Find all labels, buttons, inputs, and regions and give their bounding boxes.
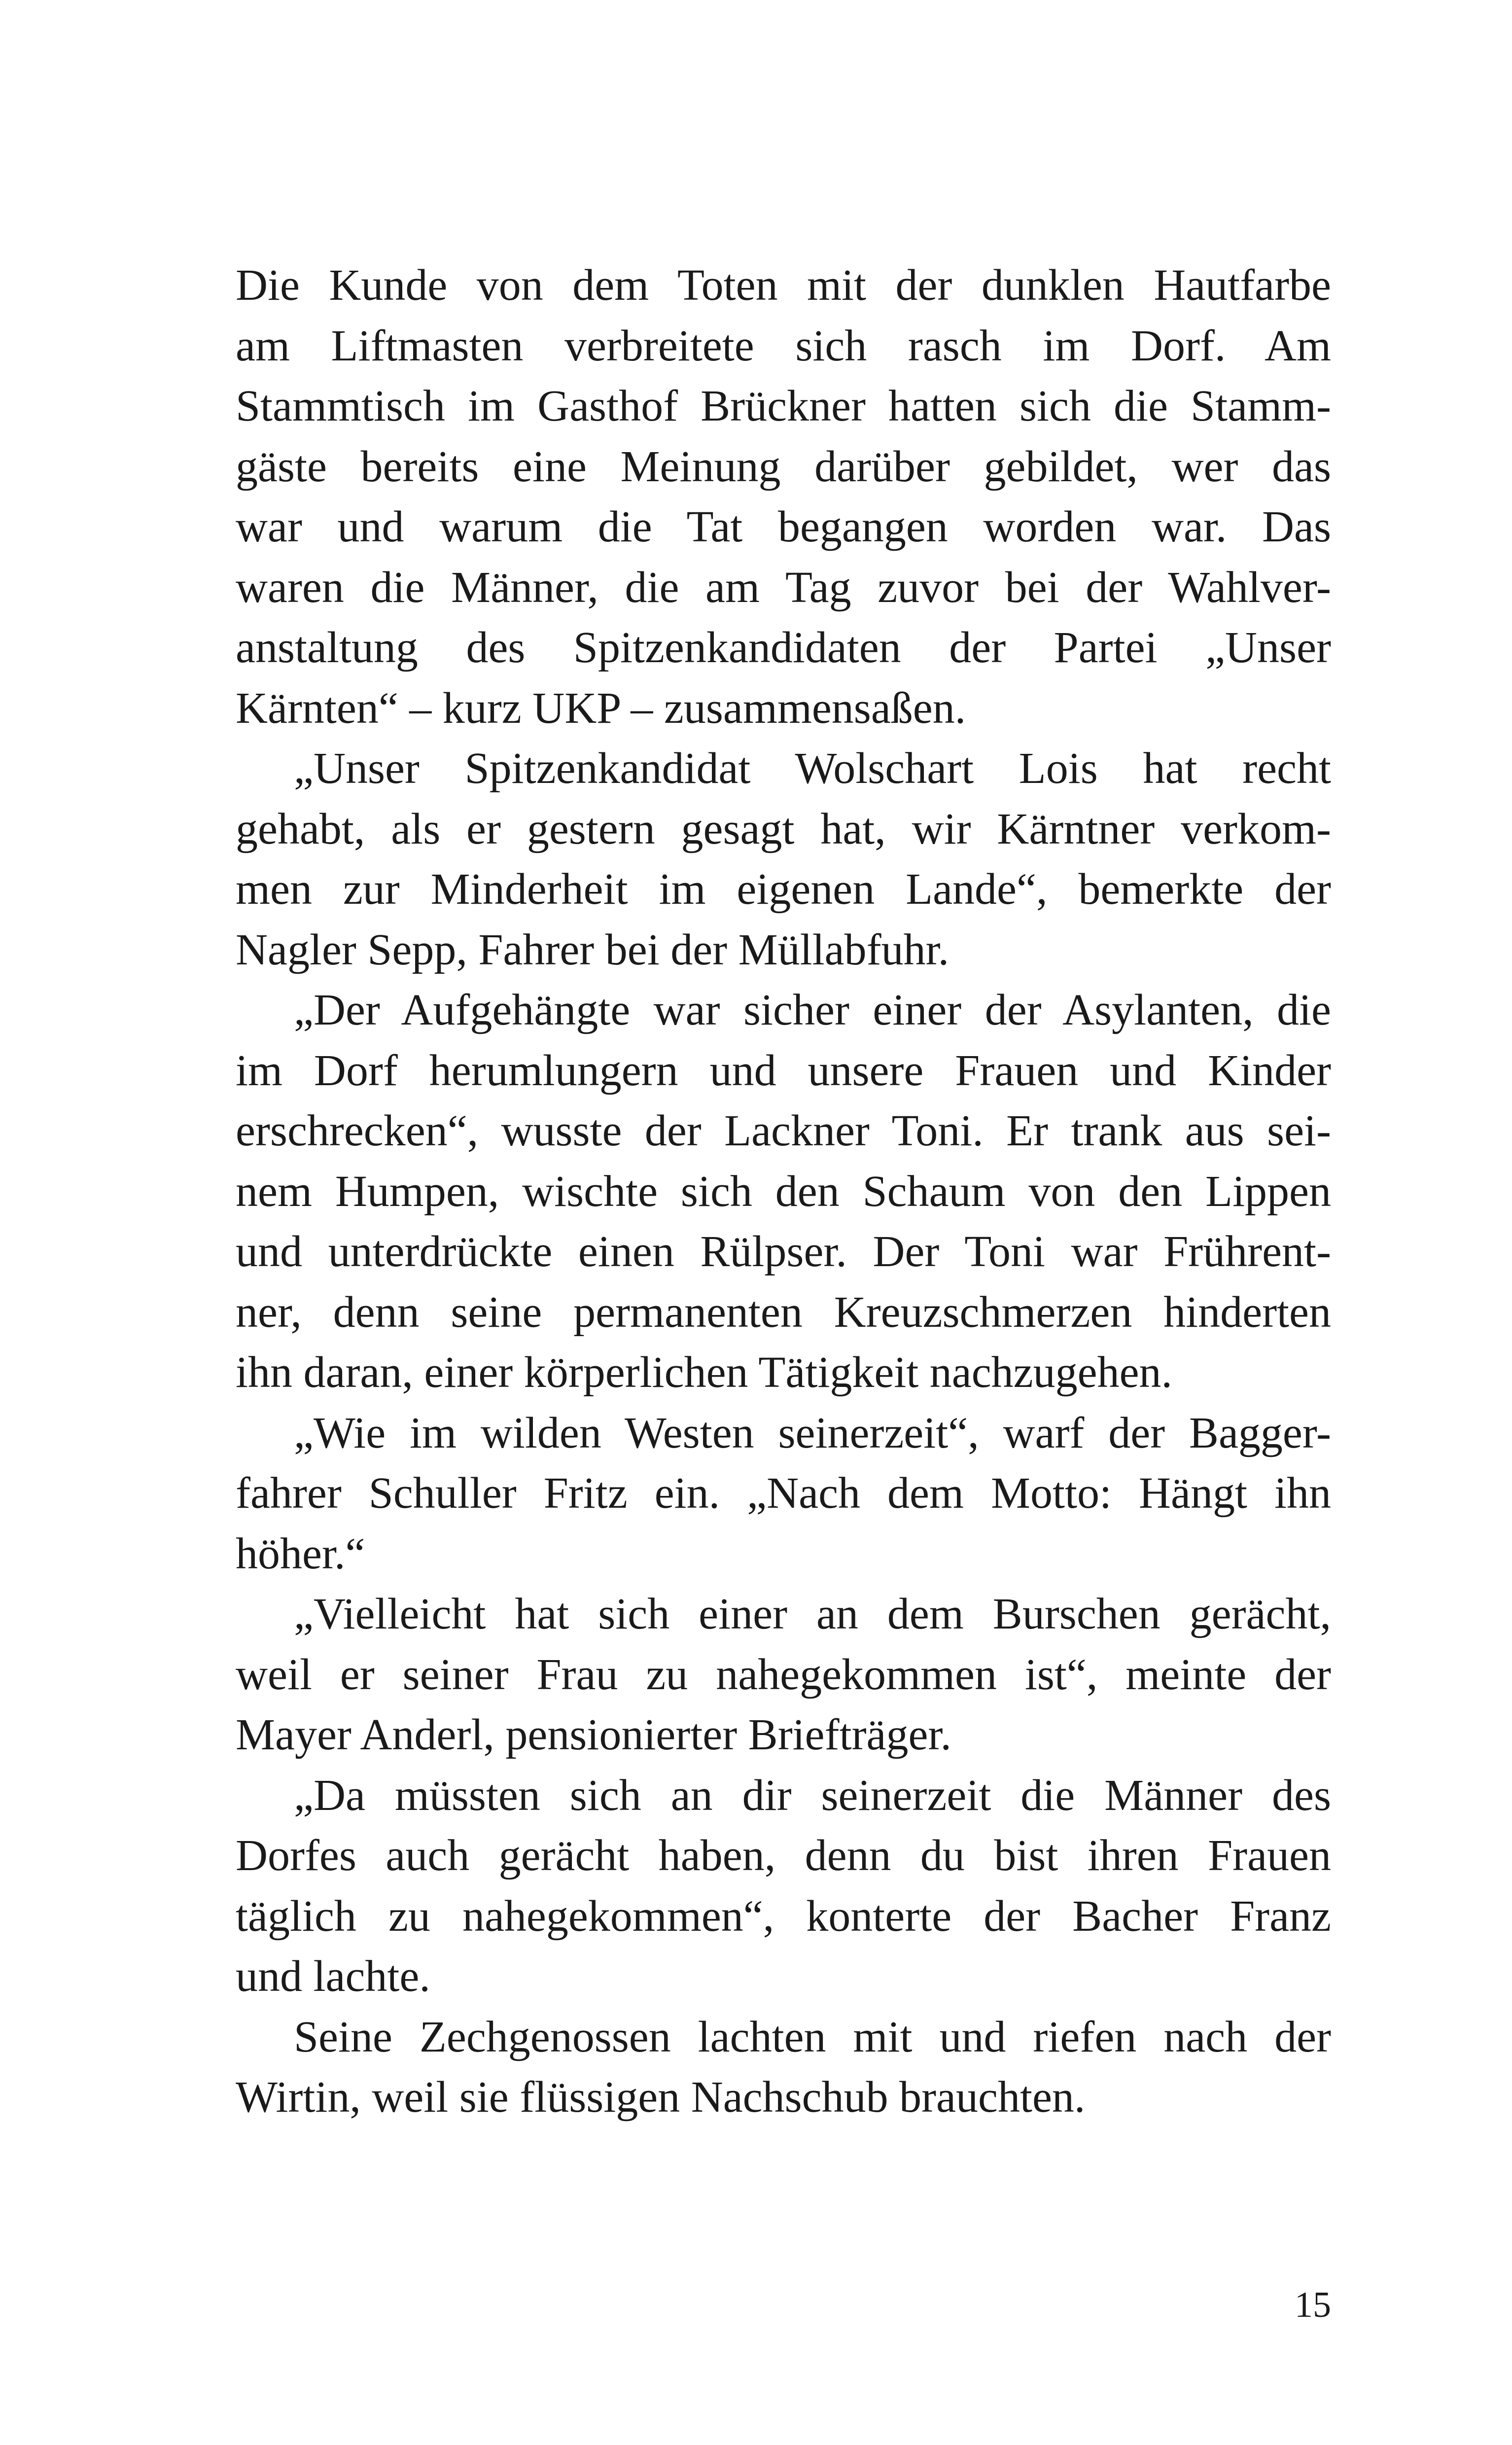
text-line: und lachte. [236,1952,430,2001]
text-line: am Liftmasten verbreitete sich rasch im Dorf. Am [236,321,1331,370]
text-line: Die Kunde von dem Toten mit der dunklen Hautfarbe [236,261,1331,310]
text-line: „Da müssten sich an dir seinerzeit die Männer des [294,1771,1331,1820]
text-line: fahrer Schuller Fritz ein. „Nach dem Motto: Hängt ihn [236,1469,1331,1518]
text-line: „Unser Spitzenkandidat Wolschart Lois hat recht [294,744,1331,793]
text-line: erschrecken“, wusste der Lackner Toni. Er trank aus sei- [236,1106,1331,1155]
text-line: und unterdrückte einen Rülpser. Der Toni war Frührent- [236,1227,1331,1276]
text-line: „Wie im wilden Westen seinerzeit“, warf der Bagger- [294,1408,1331,1457]
text-line: Dorfes auch gerächt haben, denn du bist ihren Frauen [236,1831,1331,1880]
page-number: 15 [1295,2285,1331,2325]
text-line: im Dorf herumlungern und unsere Frauen und Kinder [236,1046,1331,1095]
body-text [236,255,1331,2128]
text-line: ner, denn seine permanenten Kreuzschmerzen hinderten [236,1287,1331,1337]
text-line: waren die Männer, die am Tag zuvor bei der Wahlver- [236,563,1331,612]
text-line: Stammtisch im Gasthof Brückner hatten sich die Stamm- [236,382,1331,430]
text-line: nem Humpen, wischte sich den Schaum von den Lippen [236,1167,1331,1216]
text-line: täglich zu nahegekommen“, konterte der Bacher Franz [236,1891,1331,1941]
text-line: Nagler Sepp, Fahrer bei der Müllabfuhr. [236,925,949,974]
text-line: gehabt, als er gestern gesagt hat, wir Kärntner verkom- [236,804,1331,853]
text-line: Kärnten“ – kurz UKP – zusammensaßen. [236,683,966,733]
text-line: „Vielleicht hat sich einer an dem Burschen gerächt, [294,1590,1331,1638]
text-line: höher.“ [236,1529,365,1578]
text-line: Mayer Anderl, pensionierter Briefträger. [236,1710,951,1759]
text-line: Wirtin, weil sie flüssigen Nachschub brauchten. [236,2073,1086,2122]
text-line: gäste bereits eine Meinung darüber gebildet, wer das [236,442,1331,491]
text-line: anstaltung des Spitzenkandidaten der Partei „Unser [236,623,1331,672]
text-line: ihn daran, einer körperlichen Tätigkeit nachzugehen. [236,1348,1173,1397]
text-line: „Der Aufgehängte war sicher einer der Asylanten, die [294,986,1331,1034]
text-line: war und warum die Tat begangen worden war. Das [236,502,1331,551]
text-line: men zur Minderheit im eigenen Lande“, bemerkte der [236,865,1331,914]
text-line: weil er seiner Frau zu nahegekommen ist“, meinte der [236,1650,1331,1699]
text-line: Seine Zechgenossen lachten mit und riefen nach der [294,2012,1331,2061]
